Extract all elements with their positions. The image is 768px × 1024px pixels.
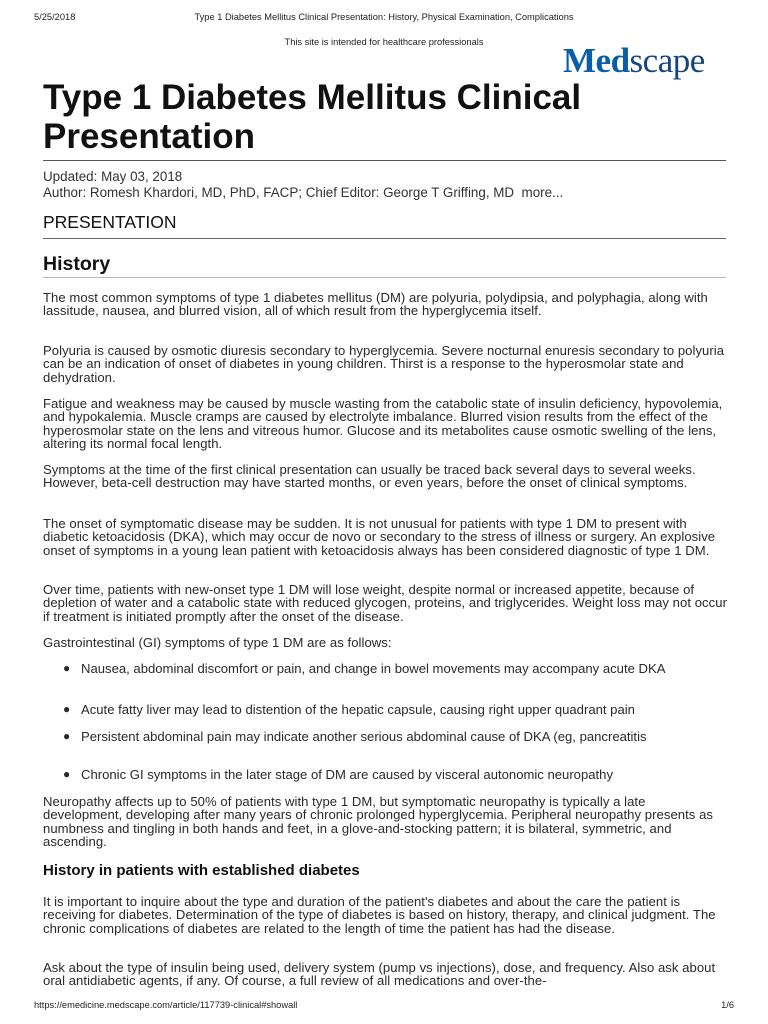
bullet-icon: ● <box>63 767 71 781</box>
history-paragraph: Fatigue and weakness may be caused by muscle wasting from the catabolic state of insulin deficiency, hypovolemia, and hypokalemia. Muscle cramps are caused by electrolyte imbalance. Blurred vision results from the effect of the hyperosmolar state on the lens and vitreous humor. Glucose and its metabolites cause osmotic swelling of the lens, altering its normal focal length. <box>43 396 723 452</box>
article-title: Type 1 Diabetes Mellitus Clinical Presentation <box>43 78 582 156</box>
logo-part-scape: scape <box>629 41 705 80</box>
page-url-link[interactable]: https://emedicine.medscape.com/article/117739-clinical#showall <box>34 1000 298 1010</box>
logo-part-med: Med <box>563 41 630 80</box>
established-diabetes-heading: History in patients with established diabetes <box>43 862 360 879</box>
list-item <box>43 703 733 716</box>
bullet-icon: ● <box>63 702 71 716</box>
print-footer <box>0 1000 768 1012</box>
neuropathy-paragraph: Neuropathy affects up to 50% of patients with type 1 DM, but symptomatic neuropathy is typically a late development, developing after many years of chronic prolonged hyperglycemia. Peripheral neuropathy presents as numbness and tingling in both hands and feet, in a glove-and-stocking pattern; it is bilateral, symmetric, and ascending. <box>43 794 714 850</box>
history-divider <box>43 277 726 278</box>
bullet-icon: ● <box>63 729 71 743</box>
section-label: PRESENTATION <box>43 212 177 232</box>
author-text: Author: Romesh Khardori, MD, PhD, FACP; Chief Editor: George T Griffing, MD <box>43 185 515 200</box>
updated-date: Updated: May 03, 2018 <box>43 169 183 184</box>
history-paragraph: Symptoms at the time of the first clinical presentation can usually be traced back several days to several weeks. However, beta-cell destruction may have started months, or even years, before the onset of clinical symptoms. <box>43 462 696 491</box>
page-number: 1/6 <box>721 1000 734 1010</box>
bullet-icon: ● <box>63 661 71 675</box>
list-item-text: Persistent abdominal pain may indicate another serious abdominal cause of DKA (eg, pancreatitis <box>81 729 647 744</box>
list-item <box>43 662 733 675</box>
history-paragraph: The most common symptoms of type 1 diabetes mellitus (DM) are polyuria, polydipsia, and polyphagia, along with lassitude, nausea, and blurred vision, all of which result from the hyperglycemia itself. <box>43 290 708 319</box>
list-item <box>43 730 733 743</box>
history-paragraph: Over time, patients with new-onset type 1 DM will lose weight, despite normal or increased appetite, because of depletion of water and a catabolic state with reduced glycogen, proteins, and triglycerides. Weight loss may not occur if treatment is initiated promptly after the onset of the disease. <box>43 582 727 624</box>
list-item-text: Acute fatty liver may lead to distention of the hepatic capsule, causing right upper quadrant pain <box>81 702 635 717</box>
list-item <box>43 768 733 781</box>
established-paragraph: It is important to inquire about the type and duration of the patient's diabetes and about the care the patient is receiving for diabetes. Determination of the type of diabetes is based on history, therapy, and clinical judgment. The chronic complications of diabetes are related to the length of time the patient has had the disease. <box>43 894 716 936</box>
gi-intro-paragraph: Gastrointestinal (GI) symptoms of type 1 DM are as follows: <box>43 635 392 650</box>
established-paragraph: Ask about the type of insulin being used, delivery system (pump vs injections), dose, and frequency. Also ask about oral antidiabetic agents, if any. Of course, a full review of all medications and over-the- <box>43 960 716 989</box>
author-line <box>43 185 563 201</box>
healthcare-notice: This site is intended for healthcare professionals <box>284 37 484 47</box>
print-header <box>0 12 768 26</box>
list-item-text: Nausea, abdominal discomfort or pain, and change in bowel movements may accompany acute DKA <box>81 661 666 676</box>
medscape-logo[interactable] <box>563 41 733 81</box>
section-divider <box>43 238 726 239</box>
print-page-title: Type 1 Diabetes Mellitus Clinical Presentation: History, Physical Examination, Complications <box>194 12 574 22</box>
title-divider <box>43 160 726 161</box>
history-heading: History <box>43 253 111 275</box>
list-item-text: Chronic GI symptoms in the later stage of DM are caused by visceral autonomic neuropathy <box>81 767 613 782</box>
print-date: 5/25/2018 <box>34 12 76 22</box>
more-authors-link[interactable]: more... <box>521 185 564 200</box>
history-paragraph: The onset of symptomatic disease may be sudden. It is not unusual for patients with type 1 DM to present with diabetic ketoacidosis (DKA), which may occur de novo or secondary to the stress of illness or surgery. An explosive onset of symptoms in a young lean patient with ketoacidosis always has been considered diagnostic of type 1 DM. <box>43 516 716 558</box>
history-paragraph: Polyuria is caused by osmotic diuresis secondary to hyperglycemia. Severe nocturnal enuresis secondary to polyuria can be an indication of onset of diabetes in young children. Thirst is a response to the hyperosmolar state and dehydration. <box>43 343 725 385</box>
